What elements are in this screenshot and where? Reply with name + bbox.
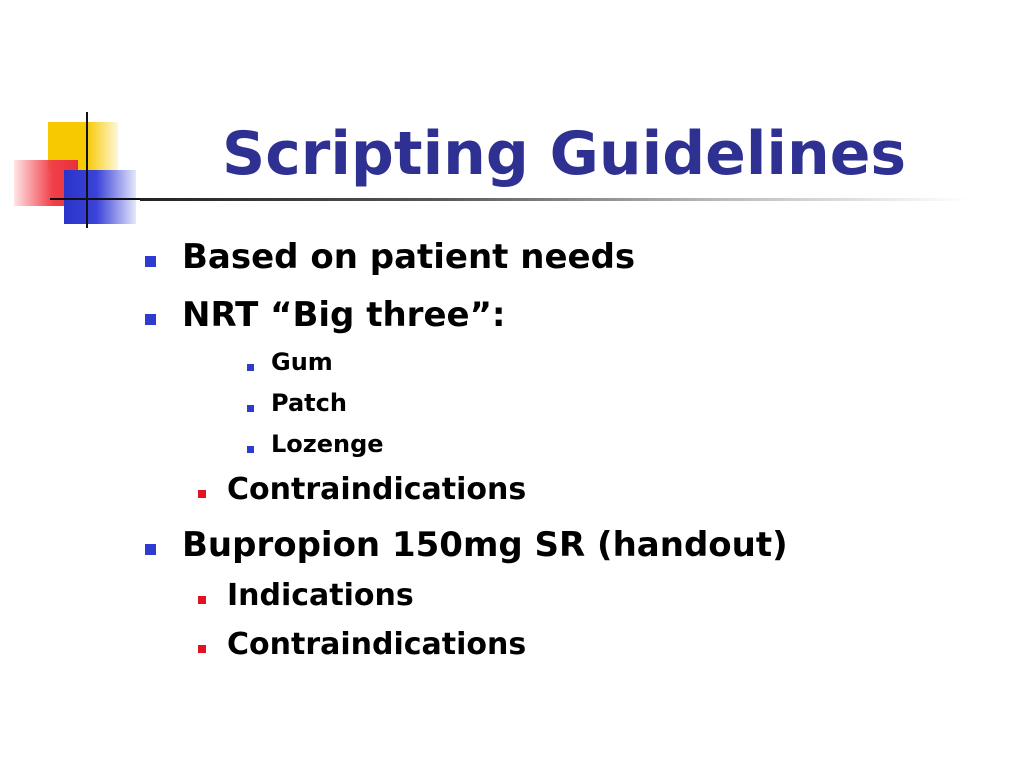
- bullet-item: Bupropion 150mg SR (handout): [182, 525, 788, 565]
- sub-bullet-item: Contraindications: [227, 472, 527, 507]
- logo-horizontal-line: [50, 198, 142, 200]
- title-underline-rule: [140, 198, 970, 201]
- bullet-square-icon: [247, 405, 254, 412]
- sub-bullet-item: Indications: [227, 578, 414, 613]
- bullet-square-icon: [198, 645, 206, 653]
- sub-bullet-item: Patch: [271, 389, 347, 417]
- bullet-item: Based on patient needs: [182, 237, 636, 277]
- logo-vertical-line: [86, 112, 88, 228]
- bullet-square-icon: [247, 364, 254, 371]
- sub-bullet-item: Lozenge: [271, 430, 384, 458]
- sub-bullet-item: Contraindications: [227, 627, 527, 662]
- bullet-square-icon: [145, 256, 156, 267]
- sub-bullet-item: Gum: [271, 348, 333, 376]
- bullet-square-icon: [198, 596, 206, 604]
- decorative-logo-squares: [0, 0, 160, 240]
- blue-square-decoration: [64, 170, 136, 224]
- bullet-item: NRT “Big three”:: [182, 295, 506, 335]
- bullet-square-icon: [145, 544, 156, 555]
- bullet-square-icon: [198, 490, 206, 498]
- bullet-square-icon: [247, 446, 254, 453]
- bullet-square-icon: [145, 314, 156, 325]
- slide-title: Scripting Guidelines: [222, 119, 907, 189]
